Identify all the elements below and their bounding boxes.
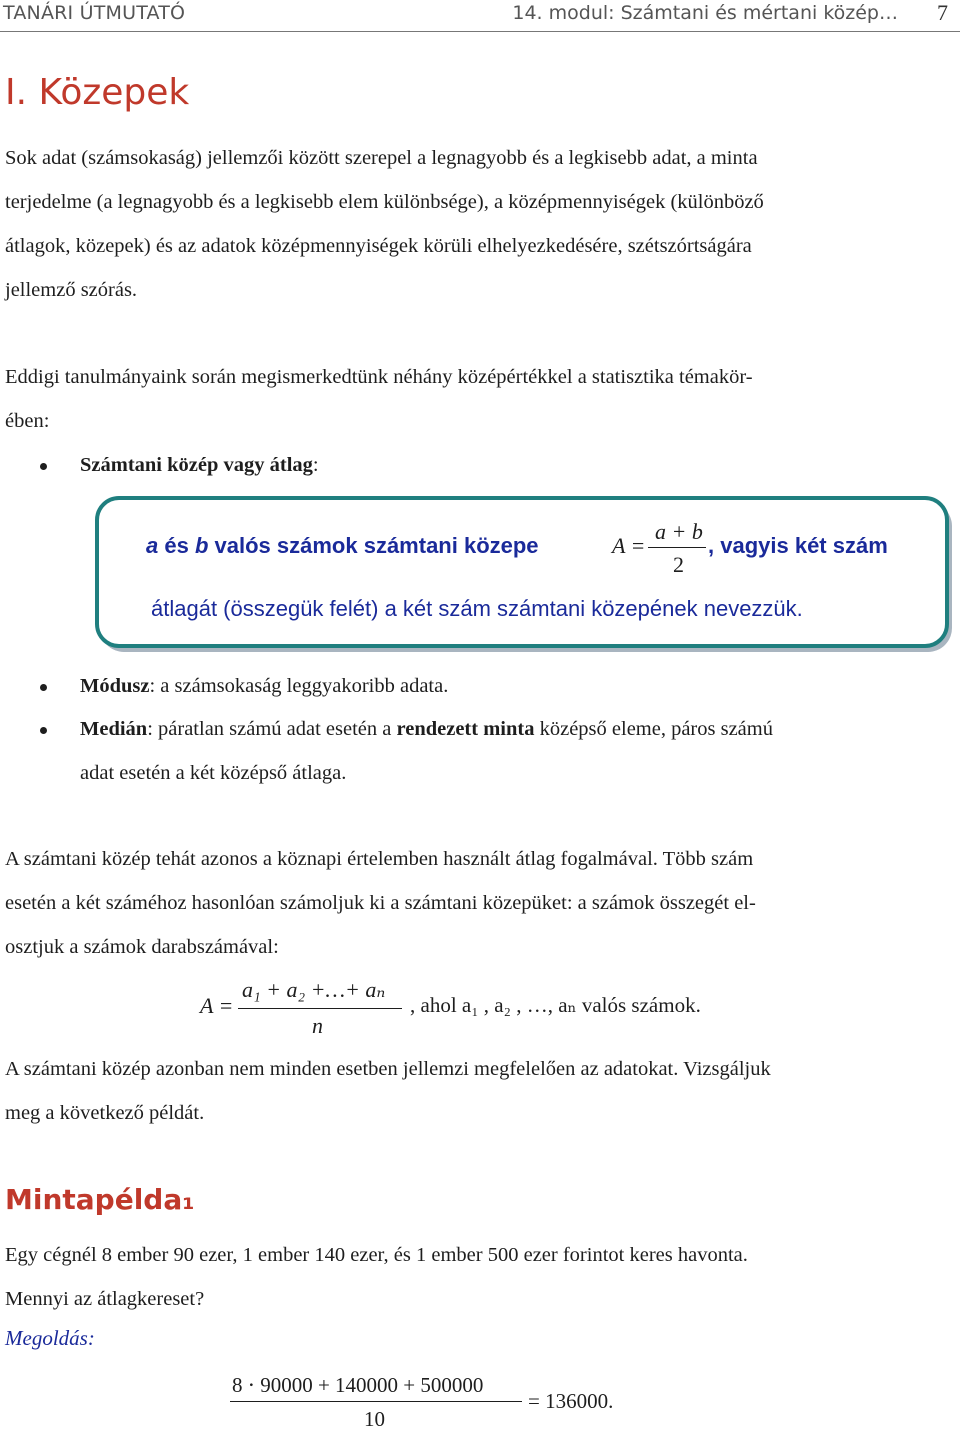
text-line: osztjuk a számok darabszámával: <box>5 936 279 958</box>
definition-box <box>95 496 949 648</box>
bullet-median: Medián: páratlan számú adat esetén a rendezett minta középső eleme, páros számú adat esetén a két középső átlaga. <box>80 718 773 784</box>
example-title: Mintapélda₁ <box>5 1183 195 1216</box>
text-line: Mennyi az átlagkereset? <box>5 1288 205 1310</box>
text-line: terjedelme (a legnagyobb és a legkisebb elem különbsége), a középmennyiségek (különböző <box>5 191 764 213</box>
running-header-right: 14. modul: Számtani és mértani közép… <box>512 2 898 24</box>
text-line: A számtani közép azonban nem minden esetben jellemzi megfelelően az adatokat. Vizsgáljuk <box>5 1058 771 1080</box>
section-title: I. Közepek <box>5 72 190 113</box>
formula2-denominator: n <box>312 1013 323 1038</box>
formula-denominator: 2 <box>673 552 684 577</box>
formula3-result: = 136000. <box>528 1389 614 1413</box>
arithmetic-mean-paragraph <box>5 837 956 969</box>
formula2-lhs: A = <box>200 993 234 1018</box>
header-divider <box>0 31 960 32</box>
text-line: Egy cégnél 8 ember 90 ezer, 1 ember 140 ezer, és 1 ember 500 ezer forintot keres havonta. <box>5 1244 748 1266</box>
text-line: Sok adat (számsokaság) jellemzői között szerepel a legnagyobb és a legkisebb adat, a minta <box>5 147 758 169</box>
fraction-bar <box>238 1008 402 1009</box>
var-a: a <box>146 533 159 558</box>
term-mode: Módusz <box>80 675 150 697</box>
running-header-left: TANÁRI ÚTMUTATÓ <box>3 2 186 24</box>
bullet-dot <box>40 684 47 691</box>
var-b: b <box>194 533 209 558</box>
formula3-denominator: 10 <box>364 1407 385 1431</box>
formula2-after: , ahol a₁ , a₂ , …, aₙ valós számok. <box>410 993 701 1017</box>
text-line: A számtani közép tehát azonos a köznapi értelemben használt átlag fogalmával. Több szám <box>5 848 754 870</box>
fraction-bar <box>648 547 706 548</box>
example-paragraph <box>5 1233 956 1321</box>
bullet-dot <box>40 727 47 734</box>
term-median: Medián <box>80 718 148 740</box>
text-line: meg a következő példát. <box>5 1102 205 1124</box>
limitation-paragraph <box>5 1047 956 1135</box>
formula2-numerator: a₁ + a₂ +…+ aₙ <box>242 977 386 1002</box>
definition-line-1: a és b valós számok számtani közepe <box>146 533 539 558</box>
text-line: átlagok, közepek) és az adatok középmennyiségek körüli elhelyezkedésére, szétszórtságára <box>5 235 752 257</box>
solution-label: Megoldás: <box>5 1326 95 1350</box>
term-arithmetic-mean: Számtani közép vagy átlag <box>80 454 313 476</box>
intro-paragraph <box>5 136 956 312</box>
formula-lhs: A = <box>612 533 646 558</box>
definition-line-2: átlagát (összegük felét) a két szám számtani közepének nevezzük. <box>151 596 803 621</box>
text-line: Eddigi tanulmányaink során megismerkedtünk néhány középértékkel a statisztika témakör- <box>5 366 753 388</box>
formula-numerator: a + b <box>655 519 703 544</box>
bullet-dot <box>40 463 47 470</box>
bullet-rest: : <box>312 454 319 476</box>
formula3-numerator: 8 ⋅ 90000 + 140000 + 500000 <box>232 1373 484 1397</box>
definition-line-1-end: , vagyis két szám <box>708 533 888 558</box>
text-line: ében: <box>5 410 50 432</box>
bullet-arithmetic-mean <box>80 443 319 487</box>
text-line: esetén a két száméhoz hasonlóan számoljuk ki a számtani közepüket: a számok összegét el- <box>5 892 756 914</box>
text-line: jellemző szórás. <box>5 279 138 301</box>
bullet-mode: Módusz: a számsokaság leggyakoribb adata. <box>80 675 449 697</box>
page-number: 7 <box>937 0 948 25</box>
means-intro-paragraph <box>5 355 956 443</box>
fraction-bar <box>230 1401 522 1402</box>
